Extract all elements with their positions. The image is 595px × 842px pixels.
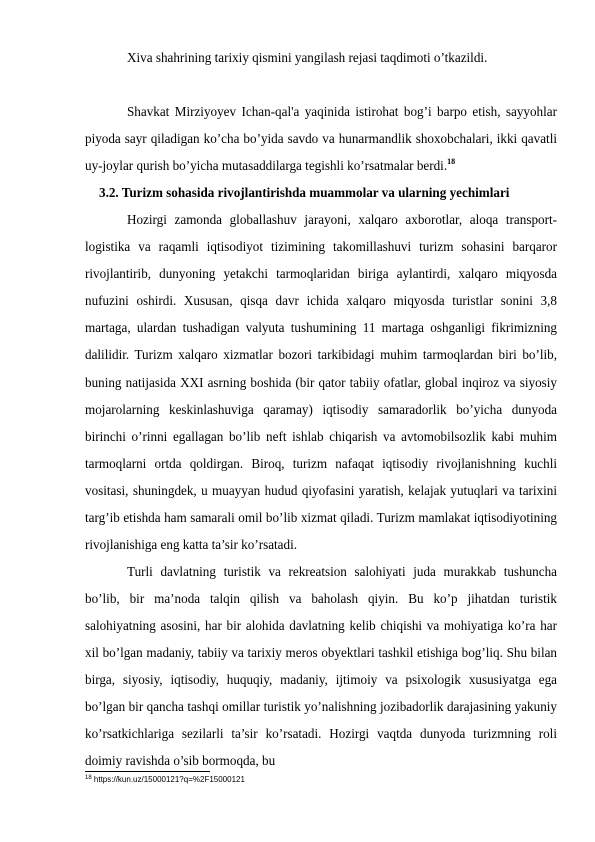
paragraph-mirziyoyev — [85, 98, 557, 179]
paragraph-presentation — [85, 44, 557, 71]
footnote-number: 18 — [85, 775, 92, 781]
footnote-link[interactable]: https://kun.uz/15000121?q=%2F15000121 — [91, 775, 245, 784]
footnote — [85, 774, 557, 785]
paragraph-text: Hozirgi zamonda globallashuv jarayoni, xalqaro axborotlar, aloqa transport-logistika va raqamli iqtisodiyot tizimining takomillashuvi turizm sohasini barqaror rivojlantirib, dunyoning yetakchi tarmoqlaridan biriga aylantirdi, xalqaro miqyosda nufuzini oshirdi. Xususan, qisqa davr ichida xalqaro miqyosda turistlar sonini 3,8 martaga, ulardan tushadigan valyuta tushumining 11 martaga oshganligi fikrimizning dalilidir. Turizm xalqaro xizmatlar bozori tarkibidagi muhim tarmoqlardan biri bo’lib, buning natijasida XXI asrning boshida (bir qator tabiiy ofatlar, global inqiroz va siyosiy mojarolarning keskinlashuviga qaramay) iqtisodiy samaradorlik bo’yicha dunyoda birinchi o’rinni egallagan bo’lib neft ishlab chiqarish va avtomobilsozlik kabi muhim tarmoqlarni ortda qoldirgan. Biroq, turizm nafaqat iqtisodiy rivojlanishning kuchli vositasi, shuningdek, u muayyan hudud qiyofasini yaratish, kelajak yutuqlari va tarixini targ’ib etishda ham samarali omil bo’lib xizmat qiladi. Turizm mamlakat iqtisodiyotining rivojlanishiga eng katta ta’sir ko’rsatadi. — [85, 212, 557, 552]
paragraph-globalization — [85, 206, 557, 558]
footnote-reference[interactable]: 18 — [447, 157, 456, 167]
document-body — [85, 44, 557, 774]
section-heading: 3.2. Turizm sohasida rivojlantirishda muammolar va ularning yechimlari — [99, 185, 510, 201]
paragraph-text: Shavkat Mirziyoyev Ichan-qal'a yaqinida istirohat bog’i barpo etish, sayyohlar piyoda sayr qiladigan ko’cha bo’yida savdo va hunarmandlik shoxobchalari, ikki qavatli uy-joylar qurish bo’yicha mutasaddilarga tegishli ko’rsatmalar berdi. — [85, 104, 557, 174]
blank-line — [85, 71, 557, 98]
paragraph-text: Xiva shahrining tarixiy qismini yangilash rejasi taqdimoti o’tkazildi. — [127, 50, 488, 65]
footnote-divider — [85, 771, 210, 772]
paragraph-text: Turli davlatning turistik va rekreatsion salohiyati juda murakkab tushuncha bo’lib, bir ma’noda talqin qilish va baholash qiyin. Bu ko’p jihatdan turistik salohiyatning asosini, har bir alohida davlatning kelib chiqishi va mohiyatiga ko’ra har xil bo’lgan madaniy, tabiiy va tarixiy meros obyektlari tashkil etishiga bog’liq. Shu bilan birga, siyosiy, iqtisodiy, huquqiy, madaniy, ijtimoiy va psixologik xususiyatga ega bo’lgan bir qancha tashqi omillar turistik yo’nalishning jozibadorlik darajasining yakuniy ko’rsatkichlariga sezilarli ta’sir ko’rsatadi. Hozirgi vaqtda dunyoda turizmning roli doimiy ravishda o’sib bormoqda, bu — [85, 563, 557, 769]
paragraph-potential — [85, 558, 557, 774]
